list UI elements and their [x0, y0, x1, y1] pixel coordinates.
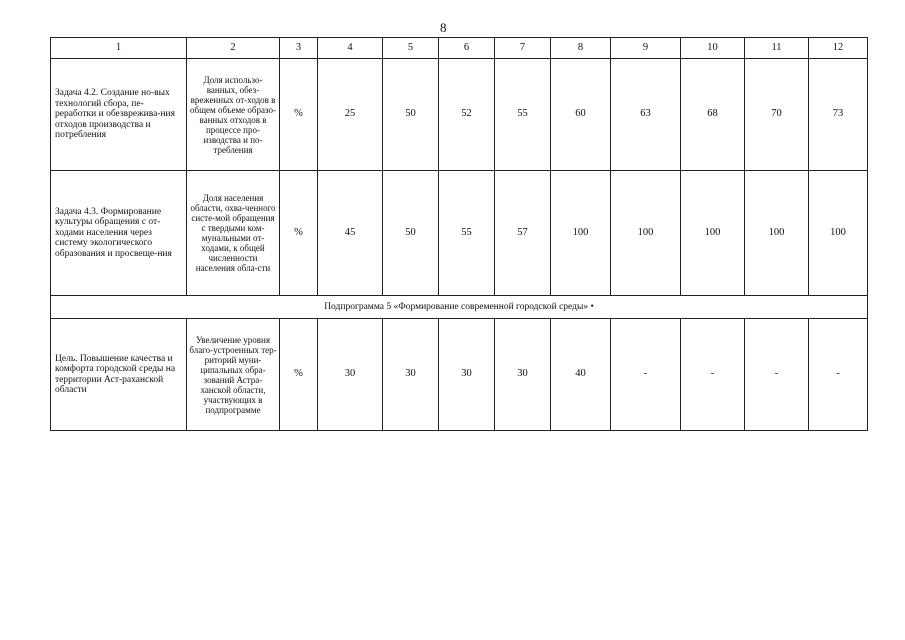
value-cell: - — [681, 319, 745, 431]
value-cell: 30 — [495, 319, 551, 431]
indicator-cell: Доля использо-ванных, обез-вреженных от-ходов в общем объеме образо-ванных отходов в процессе про-изводства и по-требления — [187, 59, 280, 171]
value-cell: 55 — [495, 59, 551, 171]
value-cell: 70 — [745, 59, 809, 171]
table-row-goal — [51, 319, 868, 431]
goal-name-cell: Цель. Повышение качества и комфорта городской среды на территории Аст-раханской области — [51, 319, 187, 431]
value-cell: - — [611, 319, 681, 431]
value-cell: 60 — [551, 59, 611, 171]
column-header: 10 — [681, 38, 745, 59]
unit-cell: % — [280, 171, 318, 296]
value-cell: 63 — [611, 59, 681, 171]
value-cell: 50 — [383, 171, 439, 296]
column-header: 9 — [611, 38, 681, 59]
value-cell: 30 — [383, 319, 439, 431]
column-header: 4 — [318, 38, 383, 59]
value-cell: 45 — [318, 171, 383, 296]
value-cell: 30 — [318, 319, 383, 431]
column-header: 11 — [745, 38, 809, 59]
column-header: 1 — [51, 38, 187, 59]
subprogram-row — [51, 296, 868, 319]
page-number: 8 — [440, 20, 447, 35]
value-cell: 100 — [551, 171, 611, 296]
value-cell: 50 — [383, 59, 439, 171]
column-header: 12 — [809, 38, 868, 59]
task-name-cell: Задача 4.2. Создание но-вых технологий сбора, пе-реработки и обезврежива-ния отходов производства и потребления — [51, 59, 187, 171]
subprogram-title: Подпрограмма 5 «Формирование современной городской среды» • — [51, 296, 868, 319]
task-name-cell: Задача 4.3. Формирование культуры обращения с от-ходами населения через систему экологического образования и просвеще-ния — [51, 171, 187, 296]
header-row — [51, 38, 868, 59]
value-cell: 73 — [809, 59, 868, 171]
value-cell: 40 — [551, 319, 611, 431]
indicator-cell: Доля населения области, охва-ченного систе-мой обращения с твердыми ком-мунальными от-ходами, к общей численности населения обла-сти — [187, 171, 280, 296]
column-header: 7 — [495, 38, 551, 59]
value-cell: 55 — [439, 171, 495, 296]
value-cell: 30 — [439, 319, 495, 431]
column-header: 8 — [551, 38, 611, 59]
value-cell: 100 — [809, 171, 868, 296]
value-cell: - — [809, 319, 868, 431]
indicators-table — [50, 37, 868, 431]
value-cell: 25 — [318, 59, 383, 171]
unit-cell: % — [280, 59, 318, 171]
value-cell: - — [745, 319, 809, 431]
value-cell: 100 — [611, 171, 681, 296]
unit-cell: % — [280, 319, 318, 431]
value-cell: 52 — [439, 59, 495, 171]
table-row-task-4-3 — [51, 171, 868, 296]
indicator-cell: Увеличение уровня благо-устроенных тер-риторий муни-ципальных обра-зований Астра-ханской области, участвующих в подпрограмме — [187, 319, 280, 431]
value-cell: 100 — [681, 171, 745, 296]
column-header: 3 — [280, 38, 318, 59]
column-header: 5 — [383, 38, 439, 59]
column-header: 2 — [187, 38, 280, 59]
column-header: 6 — [439, 38, 495, 59]
table-row-task-4-2 — [51, 59, 868, 171]
value-cell: 68 — [681, 59, 745, 171]
value-cell: 57 — [495, 171, 551, 296]
value-cell: 100 — [745, 171, 809, 296]
